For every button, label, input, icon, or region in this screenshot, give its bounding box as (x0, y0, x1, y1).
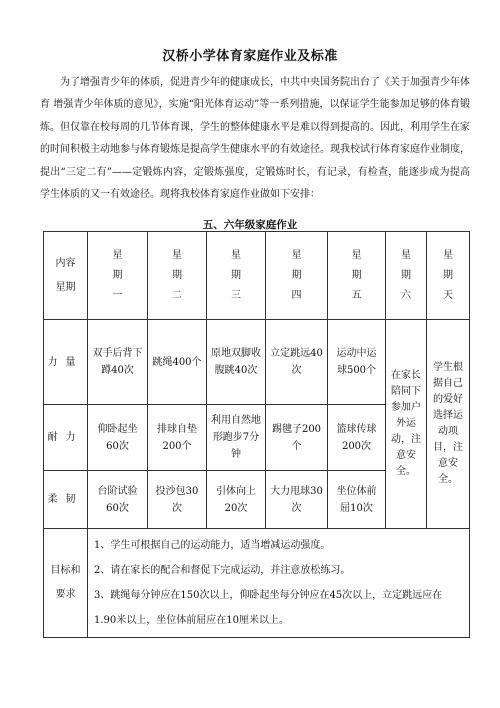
table-cell: 台阶试验60次 (88, 471, 148, 529)
intro-paragraph (40, 72, 470, 206)
table-cell: 引体向上20次 (207, 471, 266, 529)
day-label: 星期二 (172, 249, 182, 301)
header-day-sat (386, 232, 427, 320)
table-cell: 仰卧起坐60次 (88, 405, 148, 471)
header-day-tue (148, 232, 207, 320)
table-cell: 立定跳远40次 (266, 320, 328, 405)
day-label: 星期四 (291, 249, 302, 301)
goal-item: 3、跳绳每分钟应在150次以上，仰卧起坐每分钟应在45次以上，立定跳远应在1.90米以上，坐位体前屈应在10厘米以上。 (94, 590, 443, 626)
header-day-sun (427, 232, 470, 320)
goals-text-cell (88, 529, 470, 638)
table-cell: 大力甩球30次 (266, 471, 328, 529)
day-label: 星期一 (112, 249, 123, 301)
goals-label-line1: 目标和 (50, 565, 81, 576)
table-cell: 篮球传球200次 (328, 405, 386, 471)
corner-weekday-label: 星期 (55, 281, 76, 293)
table-cell: 原地双脚收腹跳40次 (207, 320, 266, 405)
intro-text: 为了增强青少年的体质，促进青少年的健康成长，中共中央国务院出台了《关于加强青少年体育 增强青少年体质的意见》，实施“阳光体育运动”等一系列措施，以保证学生能参加足够的体育锻炼。但仅靠在校每周的几节体育课，学生的整体健康水平是难以得到提高的。因此，利用学生在家的时间积极主动地参与体育锻炼是提高学生健康水平的有效途径。现我校试行体育家庭作业制度，提出“三定二有”——定锻炼内容，定锻炼强度，定锻炼时长，有记录，有检查，能逐步成为提高学生体质的又一有效途径。现将我校体育家庭作业做如下安排： (40, 77, 470, 201)
table-title: 五、六年级家庭作业 (202, 219, 298, 231)
table-cell: 排球自垫200个 (148, 405, 207, 471)
row-label-flexibility: 柔韧 (44, 471, 88, 529)
table-cell: 运动中运球500个 (328, 320, 386, 405)
day-label: 星期五 (351, 249, 362, 301)
table-header-row (44, 232, 470, 320)
goals-label-cell (44, 529, 88, 638)
table-row-goals (44, 529, 470, 638)
goals-label-line2: 要求 (55, 589, 76, 600)
sunday-cell: 学生根据自己的爱好选择运动项目，注意安全。 (427, 320, 470, 529)
table-cell: 利用自然地形跑步7分钟 (207, 405, 266, 471)
table-cell: 踢毽子200个 (266, 405, 328, 471)
goal-item: 2、请在家长的配合和督促下完成运动，并注意放松练习。 (94, 565, 351, 576)
header-day-thu (266, 232, 328, 320)
page-title: 汉桥小学体育家庭作业及标准 (162, 49, 338, 64)
day-label: 星期六 (401, 249, 411, 301)
day-label: 星期三 (231, 249, 241, 301)
goal-item: 1、学生可根据自己的运动能力，适当增减运动强度。 (94, 540, 331, 551)
header-day-wed (207, 232, 266, 320)
table-cell: 双手后背下蹲40次 (88, 320, 148, 405)
corner-content-label: 内容 (55, 257, 76, 269)
header-day-mon (88, 232, 148, 320)
saturday-cell: 在家长陪同下参加户外运动，注意安全。 (386, 320, 427, 529)
corner-cell (44, 232, 88, 320)
day-label: 星期天 (443, 249, 453, 301)
table-cell: 跳绳400个 (148, 320, 207, 405)
homework-table (43, 231, 470, 638)
table-row-strength (44, 320, 470, 405)
row-label-strength: 力量 (44, 320, 88, 405)
table-cell: 投沙包30次 (148, 471, 207, 529)
row-label-endurance: 耐力 (44, 405, 88, 471)
header-day-fri (328, 232, 386, 320)
table-cell: 坐位体前屈10次 (328, 471, 386, 529)
